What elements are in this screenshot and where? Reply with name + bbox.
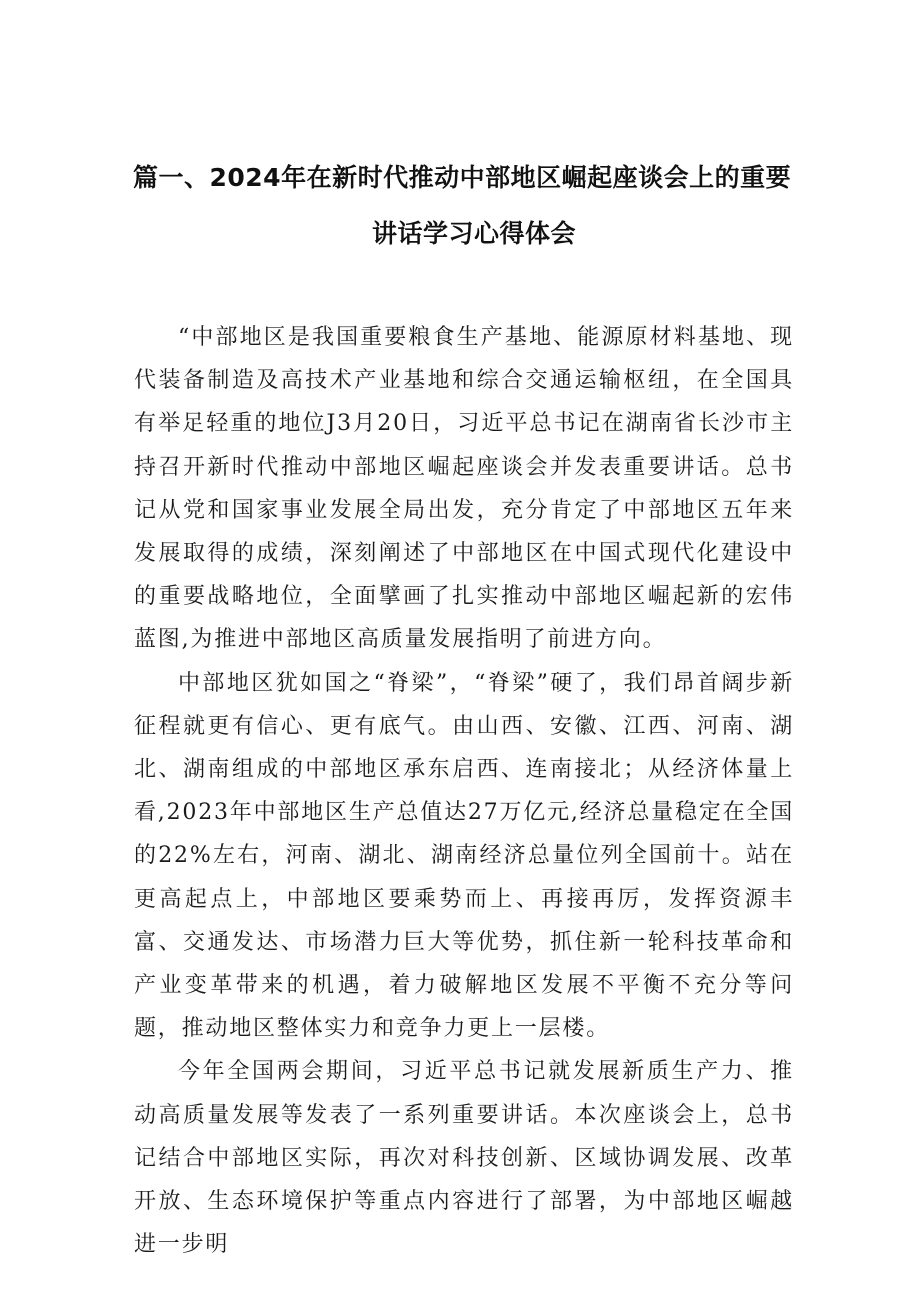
paragraph-1: “中部地区是我国重要粮食生产基地、能源原材料基地、现代装备制造及高技术产业基地和综合交通运输枢纽，在全国具有举足轻重的地位J3月20日，习近平总书记在湖南省长沙市主持召开新时代推动中部地区崛起座谈会并发表重要讲话。总书记从党和国家事业发展全局出发，充分肯定了中部地区五年来发展取得的成绩，深刻阐述了中部地区在中国式现代化建设中的重要战略地位，全面擘画了扎实推动中部地区崛起新的宏伟蓝图,为推进中部地区高质量发展指明了前进方向。 [134,325,794,653]
paragraph-2: 中部地区犹如国之“脊梁”，“脊梁”硬了，我们昂首阔步新征程就更有信心、更有底气。由山西、安徽、江西、河南、湖北、湖南组成的中部地区承东启西、连南接北；从经济体量上看,2023年中部地区生产总值达27万亿元,经济总量稳定在全国的22%左右，河南、湖北、湖南经济总量位列全国前十。站在更高起点上，中部地区要乘势而上、再接再厉，发挥资源丰富、交通发达、市场潜力巨大等优势，抓住新一轮科技革命和产业变革带来的机遇，着力破解地区发展不平衡不充分等问题，推动地区整体实力和竞争力更上一层楼。 [134,670,794,1042]
document-body [134,316,794,1266]
paragraph-3: 今年全国两会期间，习近平总书记就发展新质生产力、推动高质量发展等发表了一系列重要讲话。本次座谈会上，总书记结合中部地区实际，再次对科技创新、区域协调发展、改革开放、生态环境保护等重点内容进行了部署，为中部地区崛越进一步明 [134,1059,794,1258]
document-title-line-1: 篇一、2024年在新时代推动中部地区崛起座谈会上的重要 [133,163,792,192]
document-title-line-2: 讲话学习心得体会 [371,219,576,248]
